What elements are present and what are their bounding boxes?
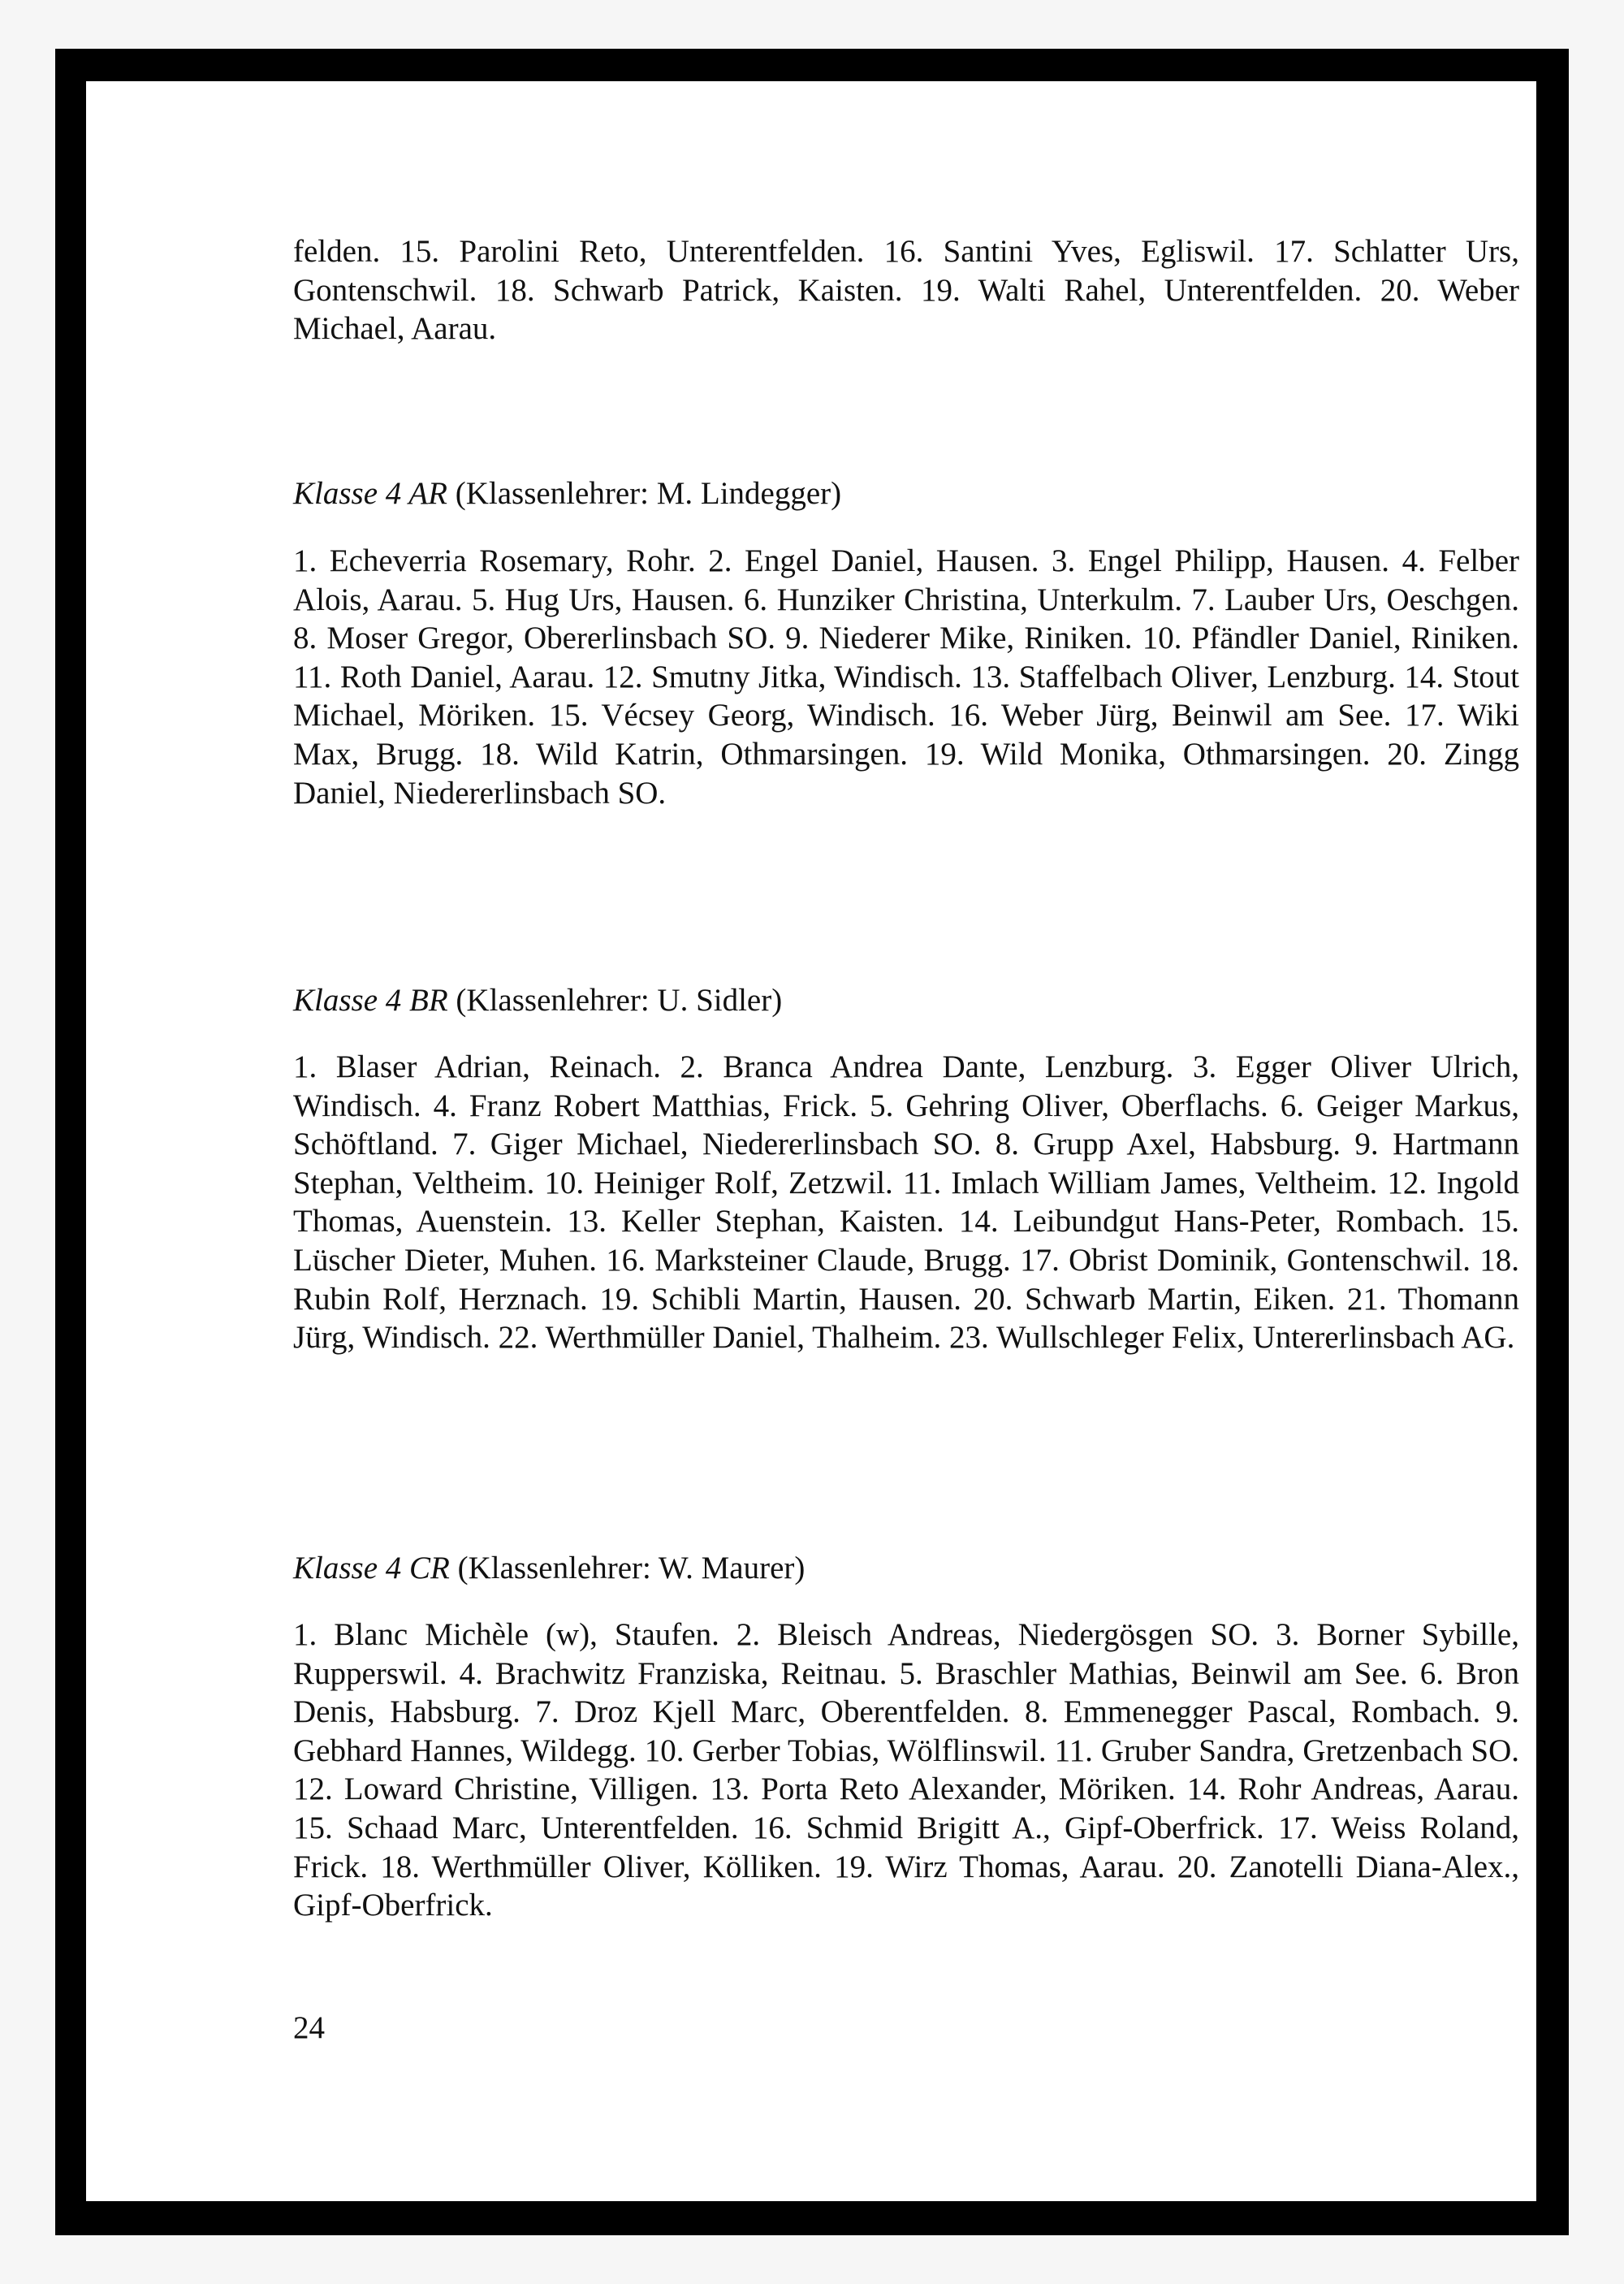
page-number: 24 [293,2010,325,2045]
class-heading-4br [293,981,782,1020]
teacher-note: (Klassenlehrer: W. Maurer) [449,1551,806,1585]
teacher-note: (Klassenlehrer: U. Sidler) [447,983,783,1018]
teacher-note: (Klassenlehrer: M. Lindegger) [447,476,842,511]
class-heading-4cr [293,1549,805,1588]
intro-paragraph: felden. 15. Parolini Reto, Unterentfelden. 16. Santini Yves, Egliswil. 17. Schlatter Urs, Gontenschwil. 18. Schwarb Patrick, Kaisten. 19. Walti Rahel, Unterentfelden. 20. Weber Michael, Aarau. [293,234,1519,347]
class-label: Klasse 4 AR [293,476,447,511]
class-heading-4ar [293,474,841,513]
roster-4br: 1. Blaser Adrian, Reinach. 2. Branca Andrea Dante, Lenzburg. 3. Egger Oliver Ulrich, Windisch. 4. Franz Robert Matthias, Frick. 5. Gehring Oliver, Oberflachs. 6. Geiger Markus, Schöftland. 7. Giger Michael, Niedererlinsbach SO. 8. Grupp Axel, Habsburg. 9. Hartmann Stephan, Veltheim. 10. Heiniger Rolf, Zetzwil. 11. Imlach William James, Veltheim. 12. Ingold Thomas, Auenstein. 13. Keller Stephan, Kaisten. 14. Leibundgut Hans-Peter, Rombach. 15. Lüscher Dieter, Muhen. 16. Marksteiner Claude, Brugg. 17. Obrist Dominik, Gontenschwil. 18. Rubin Rolf, Herznach. 19. Schibli Martin, Hausen. 20. Schwarb Martin, Eiken. 21. Thomann Jürg, Windisch. 22. Werthmüller Daniel, Thalheim. 23. Wullschleger Felix, Untererlinsbach AG. [293,1049,1519,1356]
roster-4ar: 1. Echeverria Rosemary, Rohr. 2. Engel Daniel, Hausen. 3. Engel Philipp, Hausen. 4. Felber Alois, Aarau. 5. Hug Urs, Hausen. 6. Hunziker Christina, Unterkulm. 7. Lauber Urs, Oeschgen. 8. Moser Gregor, Obererlinsbach SO. 9. Niederer Mike, Riniken. 10. Pfändler Daniel, Riniken. 11. Roth Daniel, Aarau. 12. Smutny Jitka, Windisch. 13. Staffelbach Oliver, Lenzburg. 14. Stout Michael, Möriken. 15. Vécsey Georg, Windisch. 16. Weber Jürg, Beinwil am See. 17. Wiki Max, Brugg. 18. Wild Katrin, Othmarsingen. 19. Wild Monika, Othmarsingen. 20. Zingg Daniel, Niedererlinsbach SO. [293,543,1519,811]
class-label: Klasse 4 BR [293,983,448,1018]
document-page [86,81,1536,2201]
class-label: Klasse 4 CR [293,1551,450,1585]
roster-4cr: 1. Blanc Michèle (w), Staufen. 2. Bleisch Andreas, Niedergösgen SO. 3. Borner Sybille, Rupperswil. 4. Brachwitz Franziska, Reitnau. 5. Braschler Mathias, Beinwil am See. 6. Bron Denis, Habsburg. 7. Droz Kjell Marc, Oberentfelden. 8. Emmenegger Pascal, Rombach. 9. Gebhard Hannes, Wildegg. 10. Gerber Tobias, Wölflinswil. 11. Gruber Sandra, Gretzenbach SO. 12. Loward Christine, Villigen. 13. Porta Reto Alexander, Möriken. 14. Rohr Andreas, Aarau. 15. Schaad Marc, Unterentfelden. 16. Schmid Brigitt A., Gipf-Oberfrick. 17. Weiss Roland, Frick. 18. Werthmüller Oliver, Kölliken. 19. Wirz Thomas, Aarau. 20. Zanotelli Diana-Alex., Gipf-Oberfrick. [293,1617,1519,1923]
